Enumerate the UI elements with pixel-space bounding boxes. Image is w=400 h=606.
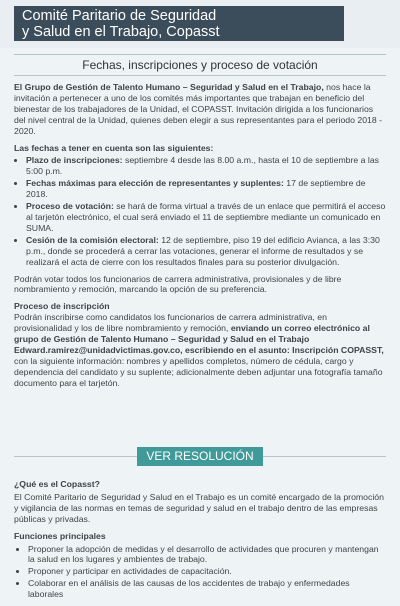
- title-line-2: y Salud en el Trabajo, Copasst: [22, 24, 220, 40]
- functions-heading: Funciones principales: [14, 530, 106, 541]
- dates-list: [14, 155, 386, 267]
- functions-list: [14, 544, 386, 601]
- about-heading: ¿Qué es el Copasst?: [14, 479, 100, 489]
- list-item: • Proceso de votación: se hará de forma virtual a través de un enlace que permitirá el acceso al tarjetón electrónico, el cual será enviado el 11 de septiembre mediante un comunicado en SUMA.: [26, 201, 386, 234]
- intro-text: nos hace la invitación a pertenecer a uno de los comités más importantes que trabajan en beneficio del bienestar de los trabajadores de la Unidad, el COPASST. Invitación dirigida a los funcionarios del nivel central de la Unidad, quienes deben elegir a sus representantes para el periodo 2018 - 2020.: [14, 82, 383, 136]
- intro-lead: El Grupo de Gestión de Talento Humano – Seguridad y Salud en el Trabajo,: [14, 82, 324, 92]
- list-item: • Fechas máximas para elección de representantes y suplentes: 17 de septiembre de 2018.: [26, 178, 386, 200]
- vote-note: Podrán votar todos los funcionarios de carrera administrativa, provisionales y de libre nombramiento y remoción, marcando la opción de su preferencia.: [14, 273, 342, 295]
- ver-resolucion-button[interactable]: VER RESOLUCIÓN: [137, 447, 263, 466]
- header-banner: [0, 0, 400, 48]
- about-section: [14, 479, 386, 606]
- page-title: [14, 6, 344, 41]
- list-item: • Cesión de la comisión electoral: 12 de septiembre, piso 19 del edificio Avianca, a las 3:30 p.m., donde se procederá a cerrar las votaciones, generar el informe de resultados y se realizará el acta de cierre con los resultados finales para su posterior divulgación.: [26, 235, 386, 268]
- list-item: • Colaborar en el análisis de las causas de los accidentes de trabajo y enfermedades laborales: [28, 578, 386, 600]
- title-line-1: Comité Paritario de Seguridad: [22, 8, 217, 24]
- list-item: • Proponer la adopción de medidas y el desarrollo de actividades que procuren y mantengan la salud en los lugares y ambientes de trabajo.: [28, 544, 386, 566]
- button-row: [14, 447, 386, 466]
- intro-paragraph: [14, 82, 386, 137]
- registration-paragraph: Podrán inscribirse como candidatos los funcionarios de carrera administrativa, en provisionalidad y los de libre nombramiento y remoción, enviando un correo electrónico al grupo de Gestión de Talento Humano – Seguridad y Salud en el Trabajo Edward.ramirez@unidadvictimas.gov.co, escribiendo en el asunto: Inscripción COPASST, con la siguiente información: nombres y apellidos completos, número de cédula, cargo y dependencia del candidato y su suplente; adicionalmente deben adjuntar una fotografía tamaño documento para el tarjetón.: [14, 312, 384, 388]
- about-text: El Comité Paritario de Seguridad y Salud en el Trabajo es un comité encargado de la promoción y vigilancia de las normas en temas de seguridad y salud en el trabajo dentro de las empresas públicas y privadas.: [14, 491, 384, 524]
- registration-email: enviando un correo electrónico al grupo de Gestión de Talento Humano – Seguridad y Salud en el Trabajo Edward.ramirez@unidadvictimas.gov.co, escribiendo en el asunto: Inscripción COPASST,: [14, 323, 384, 355]
- list-item: • Plazo de inscripciones: septiembre 4 desde las 8.00 a.m., hasta el 10 de septiembre a las 5:00 p.m.: [26, 155, 386, 177]
- dates-heading: Las fechas a tener en cuenta son las siguientes:: [14, 142, 214, 153]
- registration-heading: Proceso de inscripción: [14, 301, 110, 312]
- main-content: [14, 82, 386, 395]
- section-subtitle: Fechas, inscripciones y proceso de votación: [14, 54, 386, 76]
- list-item: • Proponer y participar en actividades de capacitación.: [28, 566, 386, 577]
